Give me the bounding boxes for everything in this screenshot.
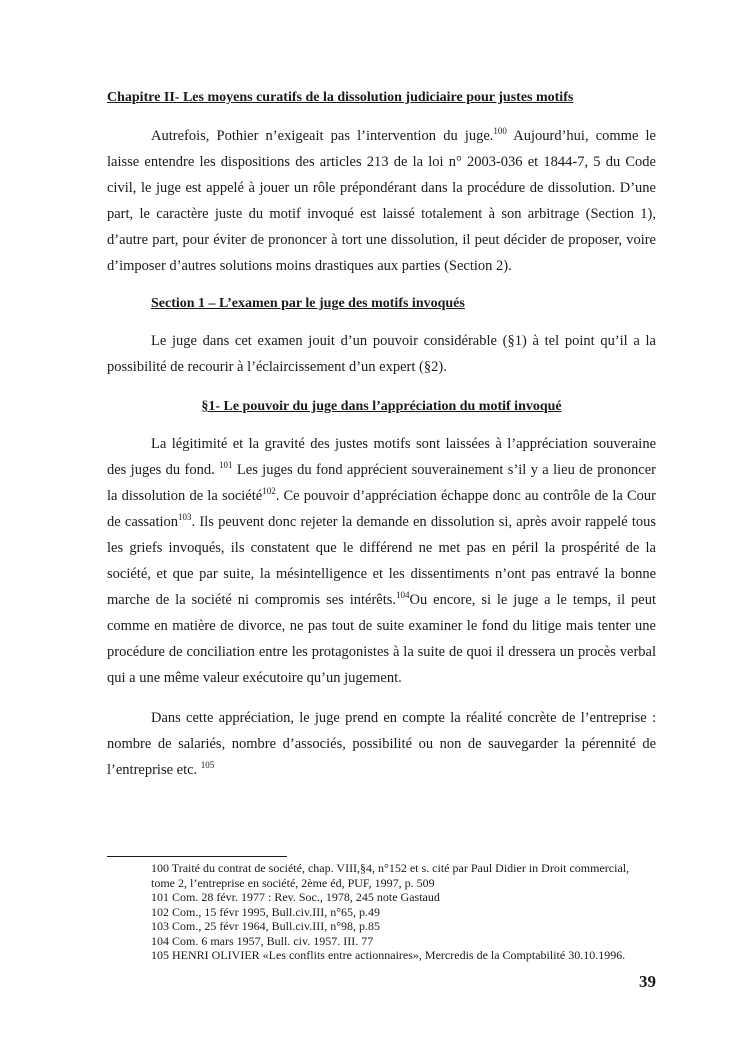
footnote-separator bbox=[107, 856, 287, 857]
footnotes bbox=[151, 861, 656, 963]
footnote-101: 101 Com. 28 févr. 1977 : Rev. Soc., 1978, 245 note Gastaud bbox=[151, 890, 440, 904]
chapter-title: Chapitre II- Les moyens curatifs de la dissolution judiciaire pour justes motifs bbox=[107, 90, 574, 105]
footnote-104: 104 Com. 6 mars 1957, Bull. civ. 1957. III. 77 bbox=[151, 933, 374, 948]
paragraph-intro bbox=[107, 123, 656, 279]
footnote-ref[interactable]: 104 bbox=[396, 590, 410, 600]
footnote-102: 102 Com., 15 févr 1995, Bull.civ.III, n°65, p.49 bbox=[151, 904, 380, 919]
footnote-ref[interactable]: 102 bbox=[262, 486, 276, 496]
subsection-title: §1- Le pouvoir du juge dans l’appréciation du motif invoqué bbox=[201, 399, 562, 414]
paragraph-text: La légitimité et la gravité des justes motifs sont laissées à l’appréciation souveraine des juges du fond. bbox=[107, 436, 656, 478]
paragraph-text: Dans cette appréciation, le juge prend en compte la réalité concrète de l’entreprise : nombre de salariés, nombre d’associés, possibilité ou non de sauvegarder la pérennité de l’entreprise etc. bbox=[107, 710, 656, 778]
footnote-ref[interactable]: 105 bbox=[200, 760, 215, 770]
paragraph-pouvoir bbox=[107, 431, 656, 691]
paragraph-text: Ou encore, si le juge a le temps, il peut comme en matière de divorce, ne pas tout de suite examiner le fond du litige mais tenter une procédure de conciliation entre les protagonistes à la suite de quoi il dressera un procès verbal qui a une même valeur exécutoire qu’un jugement. bbox=[107, 592, 656, 686]
paragraph-appreciation bbox=[107, 705, 656, 783]
footnote-103: 103 Com., 25 févr 1964, Bull.civ.III, n°98, p.85 bbox=[151, 919, 380, 933]
page-number: 39 bbox=[639, 972, 656, 991]
paragraph-text: Les juges du fond apprécient souverainement s’il y a lieu de prononcer la dissolution de la société bbox=[107, 462, 656, 504]
paragraph-text: Aujourd’hui, comme le laisse entendre les dispositions des articles 213 de la loi n° 2003-036 et 1844-7, 5 du Code civil, le juge est appelé à jouer un rôle prépondérant dans la procédure de dissolution. D’une part, le caractère juste du motif invoqué est laissé totalement à son arbitrage (Section 1), d’autre part, pour éviter de prononcer à tort une dissolution, il peut décider de proposer, voire d’imposer d’autres solutions moins drastiques aux parties (Section 2). bbox=[107, 128, 656, 274]
paragraph-text: . Ce pouvoir d’appréciation échappe donc au contrôle de la Cour de cassation bbox=[107, 488, 656, 530]
footnote-ref[interactable]: 100 bbox=[493, 126, 507, 136]
paragraph-text: . Ils peuvent donc rejeter la demande en dissolution si, après avoir rappelé tous les griefs invoqués, ils constatent que le différend ne met pas en péril la prospérité de la société, et que par suite, la mésintelligence et les dissentiments n’ont pas entravé la bonne marche de la société ni compromis ses intérêts. bbox=[107, 514, 657, 608]
footnote-105: 105 HENRI OLIVIER «Les conflits entre actionnaires», Mercredis de la Comptabilité 30.10.1996. bbox=[151, 948, 626, 962]
paragraph-text: Autrefois, Pothier n’exigeait pas l’intervention du juge. bbox=[151, 128, 494, 144]
paragraph-section-intro: Le juge dans cet examen jouit d’un pouvoir considérable (§1) à tel point qu’il a la possibilité de recourir à l’éclaircissement d’un expert (§2). bbox=[107, 333, 656, 375]
footnote-ref[interactable]: 103 bbox=[178, 512, 192, 522]
footnote-100: 100 Traité du contrat de société, chap. VIII,§4, n°152 et s. cité par Paul Didier in Droit commercial, tome 2, l’entreprise en société, 2ème éd, PUF, 1997, p. 509 bbox=[151, 861, 630, 890]
footnote-ref[interactable]: 101 bbox=[219, 460, 233, 470]
section-title: Section 1 – L’examen par le juge des motifs invoqués bbox=[151, 296, 465, 311]
